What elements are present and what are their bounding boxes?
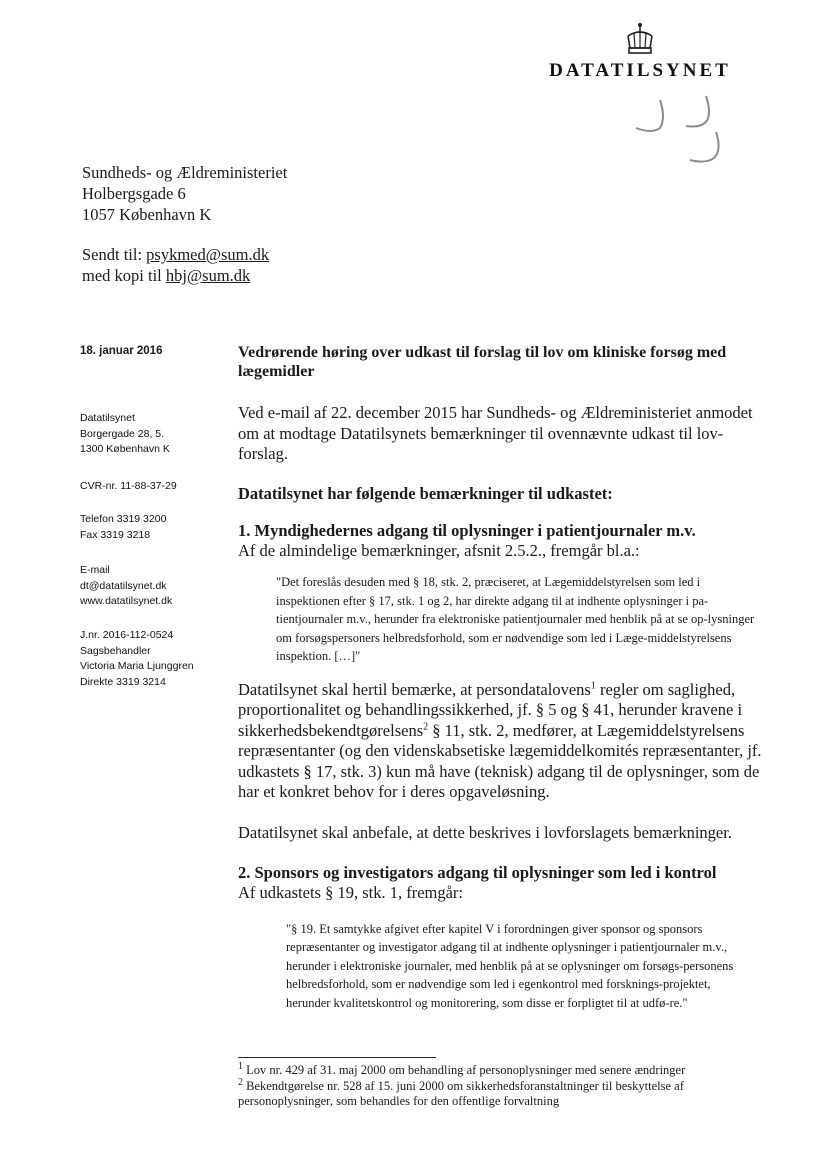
case-info — [80, 628, 194, 690]
case-handler-name: Victoria Maria Ljunggren — [80, 660, 194, 672]
datatilsynet-logo — [520, 22, 760, 82]
sender-city: 1300 København K — [80, 443, 170, 455]
sent-to-email-link[interactable]: psykmed@sum.dk — [146, 245, 270, 264]
footnote-divider — [238, 1057, 436, 1058]
sender-website: www.datatilsynet.dk — [80, 595, 173, 607]
letter-body — [238, 343, 773, 1012]
journal-number: J.nr. 2016-112-0524 — [80, 629, 174, 641]
cc-email-link[interactable]: hbj@sum.dk — [165, 266, 251, 285]
logo-wordmark: DATATILSYNET — [549, 60, 731, 81]
sender-phone: Telefon 3319 3200 — [80, 513, 167, 525]
case-handler-direct: Direkte 3319 3214 — [80, 675, 166, 688]
sender-email: dt@datatilsynet.dk — [80, 579, 167, 592]
sender-fax: Fax 3319 3218 — [80, 528, 151, 541]
recipient-street: Holbergsgade 6 — [82, 184, 186, 203]
recipient-name: Sundheds- og Ældreministeriet — [82, 163, 288, 182]
section-2-quote: "§ 19. Et samtykke afgivet efter kapitel V i forordningen giver sponsor og sponsors repræsentanter og investigator adgang til at indhente oplysninger i patientjournaler m.v., herunder i elektroniske journaler, med henblik på at se oplysninger om forsøgs-personens helbredsforhold, som er nødvendige som led i egenkontrol med forsknings-projektet, herunder kvalitetskontrol og monitorering, som disse er forpligtet til at udfø-re." — [286, 921, 734, 1010]
section-1-heading: 1. Myndighedernes adgang til oplysninger i patientjournaler m.v. — [238, 520, 696, 540]
intro-paragraph: Ved e-mail af 22. december 2015 har Sundheds- og Ældreministeriet anmodet om at modtage Datatilsynets bemærkninger til ovennævnte udkast til lov-forslag. — [238, 403, 753, 463]
case-handler-label: Sagsbehandler — [80, 644, 151, 657]
cc-label: med kopi til — [82, 266, 166, 285]
section-1-quote: "Det foreslås desuden med § 18, stk. 2, præciseret, at Lægemiddelstyrelsen som led i inspektionen efter § 17, stk. 1 og 2, har direkte adgang til at indhente oplysninger i pa-tientjournaler m.v., herunder fra elektroniske patientjournaler med henblik på at se op-lysninger om forsøgspersoners helbredsforhold, som er nødvendige som led i Læge-middelstyrelsens inspektion. […]" — [276, 575, 755, 663]
section-1-paragraph-1: Datatilsynet skal hertil bemærke, at persondatalovens$^1$ regler om saglighed, proportionalitet og behandlingssikkerhed, jf. § 5 og § 41, herunder kravene i sikkerhedsbekendtgørelsens$^2$ § 11, stk. 2, medfører, at Lægemiddelstyrelsens repræsentanter (og den videnskabsetiske lægemiddelkomités repræsentanter, jf. udkastets § 17, stk. 3) kun må have (teknisk) adgang til de oplysninger, som de har et konkret behov for i deres opgaveløsning. — [238, 679, 762, 801]
sent-to-label: Sendt til: — [82, 245, 147, 264]
remarks-heading: Datatilsynet har følgende bemærkninger til udkastet: — [238, 483, 613, 503]
section-2-intro: Af udkastets § 19, stk. 1, fremgår: — [238, 883, 463, 902]
sender-email-label: E-mail — [80, 564, 110, 576]
section-1-paragraph-2: Datatilsynet skal anbefale, at dette beskrives i lovforslagets bemærkninger. — [238, 822, 732, 842]
footnotes — [238, 1060, 773, 1110]
crown-icon — [622, 22, 658, 56]
sender-contact-web — [80, 563, 172, 610]
sent-to-block — [82, 244, 269, 286]
sender-contact-phone — [80, 512, 166, 543]
section-2-heading: 2. Sponsors og investigators adgang til oplysninger som led i kontrol — [238, 863, 717, 882]
recipient-city: 1057 København K — [82, 205, 212, 224]
sender-org: Datatilsynet — [80, 412, 135, 424]
sender-street: Borgergade 28, 5. — [80, 427, 165, 440]
sender-address — [80, 411, 170, 458]
handwritten-initials — [620, 92, 730, 172]
footnote-ref-1: 1 — [590, 680, 596, 691]
footnote-1: $^1$ Lov nr. 429 af 31. maj 2000 om behandling af personoplysninger med senere ændringer — [238, 1060, 686, 1077]
footnote-ref-2: 2 — [423, 721, 429, 732]
section-1-intro: Af de almindelige bemærkninger, afsnit 2.5.2., fremgår bl.a.: — [238, 540, 640, 560]
recipient-address — [82, 162, 287, 225]
footnote-2: $^2$ Bekendtgørelse nr. 528 af 15. juni 2000 om sikkerhedsforanstaltninger til beskyttelse af personoplysninger, som behandles for den offentlige forvaltning — [238, 1076, 684, 1108]
letter-subject: Vedrørende høring over udkast til forslag til lov om kliniske forsøg med lægemidler — [238, 344, 727, 380]
sender-cvr: CVR-nr. 11-88-37-29 — [80, 480, 177, 492]
letter-date: 18. januar 2016 — [80, 345, 163, 357]
